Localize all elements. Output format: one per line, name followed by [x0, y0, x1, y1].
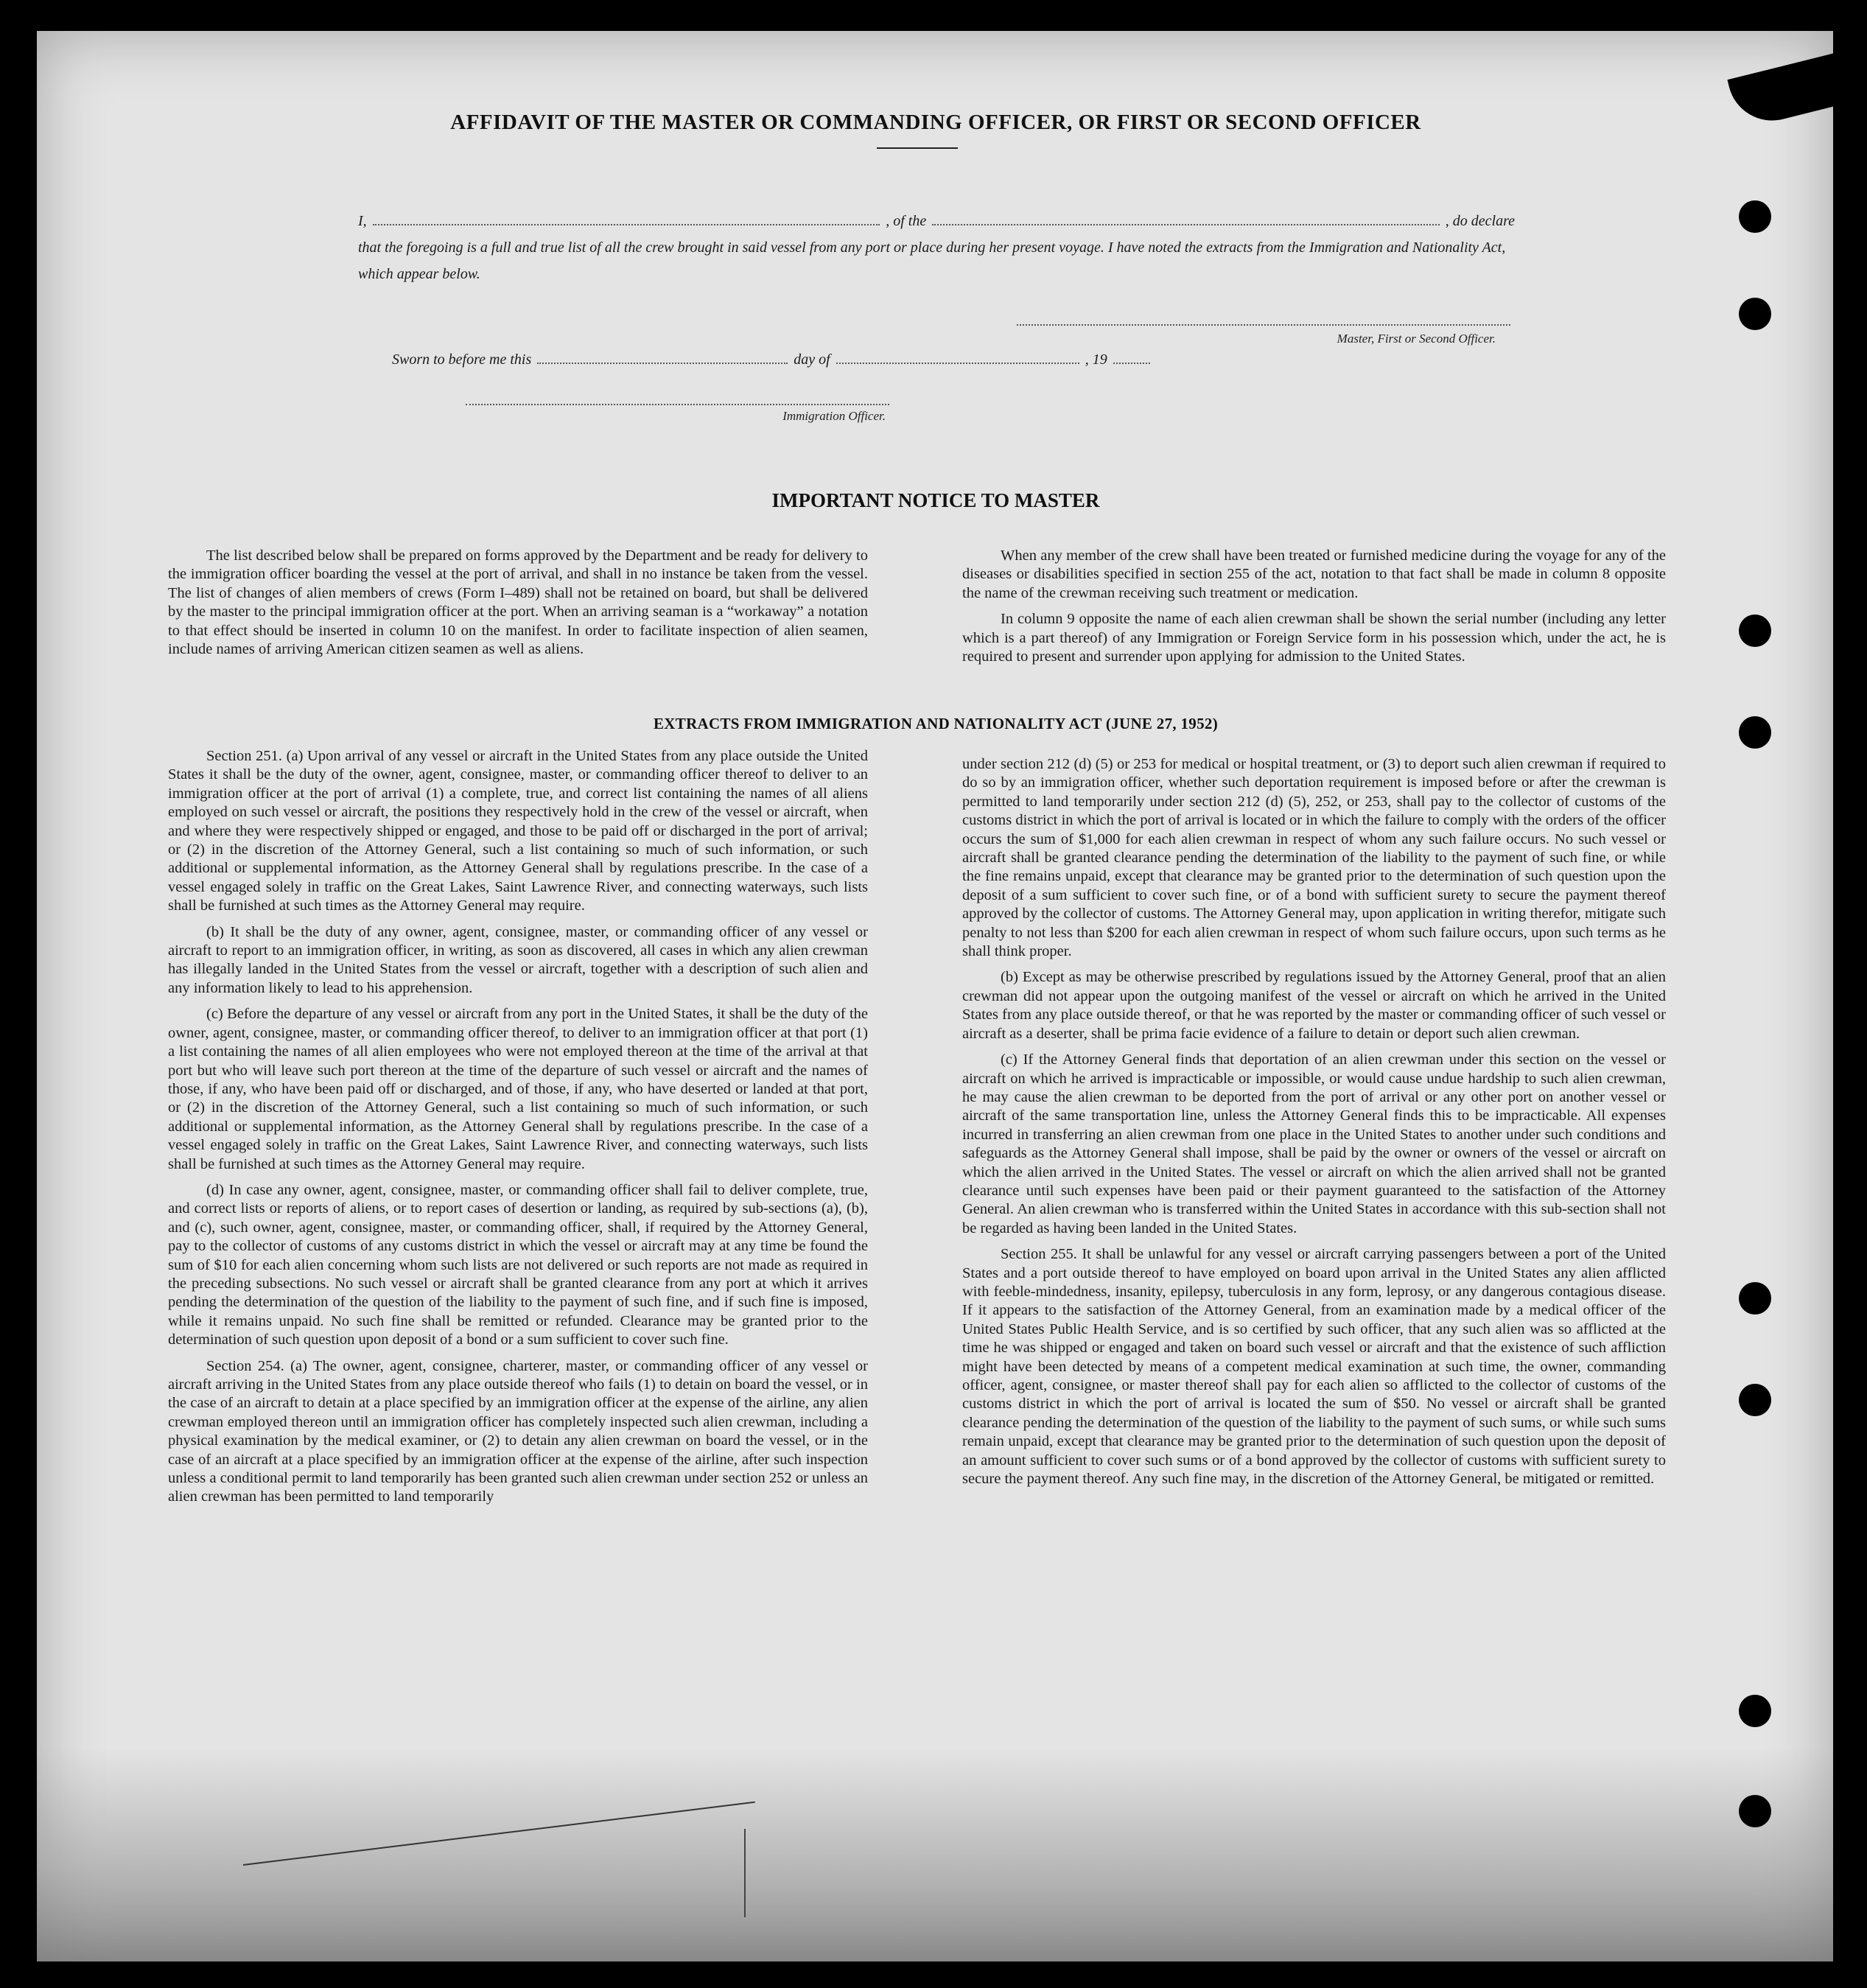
extract-paragraph: (c) Before the departure of any vessel or aircraft from any port in the United States, it shall be the duty of the owner, agent, consignee, master, or commanding officer thereof, to deliver to an immigration officer at that port (1) a list containing the names of all alien employees who were not employed thereon at the time of the arrival at that port but who will leave such port thereon at the time of the departure of such vessel or aircraft and the names of those, if any, who have been paid off or discharged, and of those, if any, who have deserted or landed at that port, or (2) in the discretion of the Attorney General, such a list containing so much of such information, or such additional or supplemental information, as the Attorney General shall by regulations prescribe. In the case of a vessel engaged solely in traffic on the Great Lakes, Saint Lawrence River, and connecting waterways, such lists shall be furnished at such times as the Attorney General may require. [168, 1006, 868, 1172]
punch-hole-icon [1739, 1795, 1771, 1827]
extract-paragraph: Section 254. (a) The owner, agent, consignee, charterer, master, or commanding officer of any vessel or aircraft arriving in the United States from any place outside thereof who fails (1) to detain on board the vessel, or in the case of an aircraft to detain at a place specified by an immigration officer at the expense of the airline, any alien crewman employed thereon until an immigration officer has completely inspected such alien crewman, including a physical examination by the medical examiner, or (2) to detain any alien crewman on board the vessel, or in the case of an aircraft at a place specified by an immigration officer at the expense of the airline, after such inspection unless a conditional permit to land temporarily has been granted such alien crewman under section 252 or unless an alien crewman has been permitted to land temporarily [168, 1357, 868, 1505]
punch-hole-icon [1739, 1695, 1771, 1727]
extract-paragraph: (b) It shall be the duty of any owner, agent, consignee, master, or commanding officer of any vessel or aircraft to report to an immigration officer, in writing, as soon as discovered, all cases in which any alien crewman has illegally landed in the United States from the vessel or aircraft, together with a description of such alien and any information likely to lead to his apprehension. [168, 923, 868, 996]
extracts-left-column [168, 747, 868, 1507]
i-label: I, [358, 213, 367, 229]
do-declare-label: , do declare [1445, 213, 1515, 229]
extract-paragraph: Section 255. It shall be unlawful for any vessel or aircraft carrying passengers between a port of the United States and a port outside thereof to have employed on board upon arrival in the United States any alien afflicted with feeble-mindedness, insanity, epilepsy, tuberculosis in any form, leprosy, or any dangerous contagious disease. If it appears to the satisfaction of the Attorney General, from an examination made by a medical officer of the United States Public Health Service, and is so certified by such officer, that any such alien was so afflicted at the time he was shipped or engaged and taken on board such vessel or aircraft and that the existence of such affliction might have been detected by means of a competent medical examination at such time, the owner, commanding officer, agent, consignee, or master thereof shall pay for each alien so afflicted to the collector of customs of the customs district in which the port of arrival is located the sum of $50. No vessel or aircraft shall be granted clearance pending the determination of the question of the liability to the payment of such sums, or while such sums remain unpaid, except that clearance may be granted prior to the determination of such question upon the deposit of an amount sufficient to cover such sums or of a bond approved by the collector of customs with sufficient surety to secure the payment thereof. Any such fine may, in the discretion of the Attorney General, be mitigated or remitted. [962, 1246, 1666, 1488]
extract-paragraph: under section 212 (d) (5) or 253 for medical or hospital treatment, or (3) to deport such alien crewman if required to do so by an immigration officer, whether such deportation requirement is imposed before or after the crewman is permitted to land temporarily under section 212 (d) (5), 252, or 253, shall pay to the collector of customs of the customs district in which the port of arrival is located or in which the failure to comply with the orders of the officer occurs the sum of $1,000 for each alien crewman in respect of whom any such failure occurs. No such vessel or aircraft shall be granted clearance pending the determination of the liability to the payment of such fine, or while the fine remains unpaid, except that clearance may be granted prior to the determination of such question upon the deposit of a sum sufficient to cover such fine, or of a bond with sufficient surety to secure the payment thereof approved by the collector of customs. The Attorney General may, upon application in writing therefor, mitigate such penalty to not less than $200 for each alien crewman in respect of whom such failure occurs, upon such terms as he shall think proper. [962, 756, 1666, 960]
signature-label: Master, First or Second Officer. [1337, 332, 1496, 346]
declaration-statement: that the foregoing is a full and true list of all the crew brought in said vessel from any port or place during her present voyage. I have noted the extracts from the Immigration and Nationality Act, which appear below. [358, 239, 1506, 282]
punch-hole-icon [1739, 1384, 1771, 1416]
name-blank[interactable] [373, 211, 880, 225]
extracts-title: EXTRACTS FROM IMMIGRATION AND NATIONALITY ACT (JUNE 27, 1952) [654, 715, 1218, 732]
extract-paragraph: (d) In case any owner, agent, consignee, master, or commanding officer shall fail to deliver complete, true, and correct lists or reports of aliens, or to report cases of desertion or landing, as required by sub-sections (a), (b), and (c), such owner, agent, consignee, master, or commanding officer, shall, if required by the Attorney General, pay to the collector of customs of any customs district in which the vessel or aircraft may at any time be found the sum of $10 for each alien concerning whom such lists are not delivered or such reports are not made as required in the preceding subsections. No such vessel or aircraft shall be granted clearance from any port at which it arrives pending the determination of the question of the liability to the payment of such fine, and if such fine is imposed, while it remains unpaid. No such fine shall be remitted or refunded. Clearance may be granted prior to the determination of such question upon deposit of a bond or a sum sufficient to cover such fine. [168, 1181, 868, 1348]
extract-paragraph: (b) Except as may be otherwise prescribed by regulations issued by the Attorney General, proof that an alien crewman did not appear upon the outgoing manifest of the vessel or aircraft on which he arrived in the United States from any place outside thereof, or that he was reported by the master or commanding officer of such vessel or aircraft as a deserter, shall be prima facie evidence of a failure to detain or deport such alien crewman. [962, 969, 1666, 1042]
punch-hole-icon [1739, 615, 1771, 647]
extracts-right-column [962, 755, 1666, 1488]
sworn-row [392, 349, 1239, 368]
page-crack-mark [744, 1829, 746, 1917]
year-label: , 19 [1085, 351, 1107, 368]
punch-hole-icon [1739, 200, 1771, 233]
officer-label: Immigration Officer. [782, 409, 886, 423]
notice-left-column [168, 547, 868, 659]
of-the-label: , of the [886, 213, 927, 229]
officer-signature-line[interactable] [466, 404, 889, 405]
extract-paragraph: Section 251. (a) Upon arrival of any vessel or aircraft in the United States from any place outside the United States it shall be the duty of the owner, agent, consignee, master, or commanding officer thereof to deliver to an immigration officer at the port of arrival (1) a complete, true, and correct list containing the names of all aliens employed on such vessel or aircraft, the positions they respectively hold in the crew of the vessel or aircraft, when and where they were respectively shipped or engaged, and those to be paid off or discharged in the port of arrival; or (2) in the discretion of the Attorney General, such a list containing so much of such information, or such additional or supplemental information, as the Attorney General shall by regulations prescribe. In the case of a vessel engaged solely in traffic on the Great Lakes, Saint Lawrence River, and connecting waterways, such lists shall be furnished at such times as the Attorney General may require. [168, 748, 868, 914]
page-wear-stain [37, 1748, 1833, 1961]
vessel-blank[interactable] [932, 211, 1440, 225]
day-of-label: day of [794, 351, 830, 368]
notice-paragraph: The list described below shall be prepared on forms approved by the Department and be ready for delivery to the immigration officer boarding the vessel at the port of arrival, and shall in no instance be taken from the vessel. The list of changes of alien members of crews (Form I–489) shall not be retained on board, but shall be delivered by the master to the principal immigration officer at the port. When an arriving seaman is a “workaway” a notation to that effect should be inserted in column 10 on the manifest. In order to facilitate inspection of alien seamen, include names of arriving American citizen seamen as well as aliens. [168, 547, 868, 658]
punch-hole-icon [1739, 716, 1771, 749]
extract-paragraph: (c) If the Attorney General finds that deportation of an alien crewman under this section on the vessel or aircraft on which he arrived is impracticable or impossible, or would cause undue hardship to such alien crewman, he may cause the alien crewman to be deported from the port of arrival or any other port on another vessel or aircraft of the same transportation line, unless the Attorney General finds this to be impracticable. All expenses incurred in transferring an alien crewman from one place in the United States to another under such conditions and safeguards as the Attorney General shall impose, shall be paid by the owner or owners of the vessel or aircraft on which the alien arrived in the United States. The vessel or aircraft on which the alien arrived shall not be granted clearance until such expenses have been paid or their payment guaranteed to the satisfaction of the Attorney General. An alien crewman who is transferred within the United States in accordance with this sub-section shall not be regarded as having been landed in the United States. [962, 1051, 1666, 1236]
declaration-block [358, 208, 1515, 287]
punch-hole-icon [1739, 1282, 1771, 1315]
title-divider [877, 147, 958, 149]
punch-holes [1739, 0, 1776, 1988]
notice-paragraph: In column 9 opposite the name of each alien crewman shall be shown the serial number (including any letter which is a part thereof) of any Immigration or Foreign Service form in his possession which, under the act, he is required to present and surrender upon applying for admission to the United States. [962, 611, 1666, 665]
sworn-label: Sworn to before me this [392, 351, 532, 368]
punch-hole-icon [1739, 298, 1771, 330]
sworn-month-blank[interactable] [836, 349, 1079, 364]
notice-paragraph: When any member of the crew shall have been treated or furnished medicine during the voyage for any of the diseases or disabilities specified in section 255 of the act, notation to that fact shall be made in column 8 opposite the name of the crewman receiving such treatment or medication. [962, 547, 1666, 601]
notice-title: IMPORTANT NOTICE TO MASTER [771, 489, 1100, 511]
notice-right-column [962, 547, 1666, 666]
sworn-day-blank[interactable] [537, 349, 788, 364]
declaration-fill-row [358, 208, 1515, 234]
sworn-year-blank[interactable] [1113, 349, 1150, 364]
affidavit-title: AFFIDAVIT OF THE MASTER OR COMMANDING OFFICER, OR FIRST OR SECOND OFFICER [450, 111, 1421, 134]
signature-line[interactable] [1017, 324, 1510, 326]
